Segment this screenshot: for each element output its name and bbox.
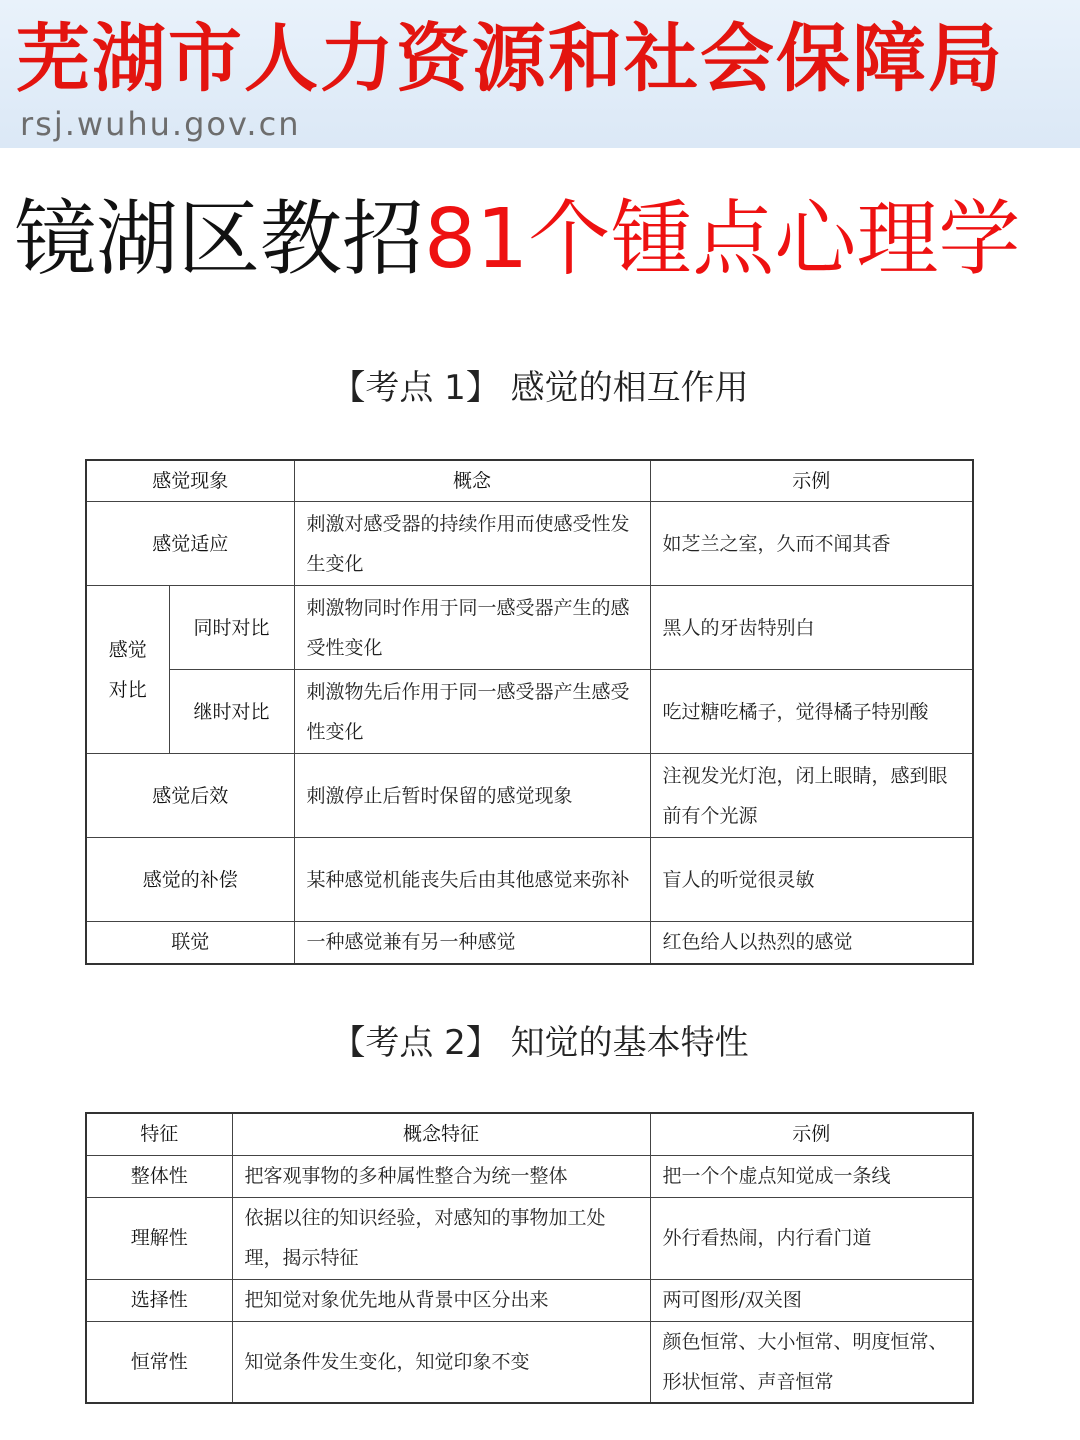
concept-cell: 把知觉对象优先地从背景中区分出来 xyxy=(232,1279,650,1321)
concept-cell: 依据以往的知识经验，对感知的事物加工处理，揭示特征 xyxy=(232,1197,650,1279)
table-row xyxy=(86,502,973,586)
table-row xyxy=(86,670,973,754)
example-cell: 黑人的牙齿特别白 xyxy=(650,586,973,670)
perception-table xyxy=(85,1112,974,1404)
header-cell: 示例 xyxy=(650,1113,973,1155)
example-cell: 把一个个虚点知觉成一条线 xyxy=(650,1155,973,1197)
title-red-part: 81个锺点心理学 xyxy=(424,192,1021,287)
table-row xyxy=(86,1321,973,1403)
example-cell: 两可图形/双关图 xyxy=(650,1279,973,1321)
org-name: 芜湖市人力资源和社会保障局 xyxy=(16,16,1004,102)
feature-cell: 整体性 xyxy=(86,1155,232,1197)
header-cell: 概念 xyxy=(294,460,650,502)
header-cell: 概念特征 xyxy=(232,1113,650,1155)
concept-cell: 知觉条件发生变化，知觉印象不变 xyxy=(232,1321,650,1403)
example-cell: 颜色恒常、大小恒常、明度恒常、形状恒常、声音恒常 xyxy=(650,1321,973,1403)
phenomenon-cell: 感觉后效 xyxy=(86,754,294,838)
table-row xyxy=(86,1279,973,1321)
table-row xyxy=(86,586,973,670)
feature-cell: 理解性 xyxy=(86,1197,232,1279)
table-row xyxy=(86,1197,973,1279)
table-row xyxy=(86,838,973,922)
header-cell: 感觉现象 xyxy=(86,460,294,502)
phenomenon-cell: 感觉适应 xyxy=(86,502,294,586)
org-url: rsj.wuhu.gov.cn xyxy=(20,105,301,143)
feature-cell: 选择性 xyxy=(86,1279,232,1321)
concept-cell: 一种感觉兼有另一种感觉 xyxy=(294,922,650,964)
concept-cell: 刺激物同时作用于同一感受器产生的感受性变化 xyxy=(294,586,650,670)
example-cell: 如芝兰之室，久而不闻其香 xyxy=(650,502,973,586)
section-2-title: 【考点 2】 知觉的基本特性 xyxy=(331,1023,749,1063)
concept-cell: 某种感觉机能丧失后由其他感觉来弥补 xyxy=(294,838,650,922)
phenomenon-cell: 继时对比 xyxy=(169,670,294,754)
table-row xyxy=(86,754,973,838)
sensation-table xyxy=(85,459,974,965)
group-cell: 感觉对比 xyxy=(86,586,169,754)
example-cell: 盲人的听觉很灵敏 xyxy=(650,838,973,922)
phenomenon-cell: 联觉 xyxy=(86,922,294,964)
feature-cell: 恒常性 xyxy=(86,1321,232,1403)
concept-cell: 刺激物先后作用于同一感受器产生感受性变化 xyxy=(294,670,650,754)
table-header-row xyxy=(86,460,973,502)
example-cell: 红色给人以热烈的感觉 xyxy=(650,922,973,964)
header-banner xyxy=(0,0,1080,148)
table-header-row xyxy=(86,1113,973,1155)
phenomenon-cell: 同时对比 xyxy=(169,586,294,670)
page-title xyxy=(14,190,1020,290)
section-1-title: 【考点 1】 感觉的相互作用 xyxy=(331,368,749,408)
header-cell: 特征 xyxy=(86,1113,232,1155)
header-cell: 示例 xyxy=(650,460,973,502)
table-row xyxy=(86,1155,973,1197)
concept-cell: 刺激停止后暂时保留的感觉现象 xyxy=(294,754,650,838)
concept-cell: 把客观事物的多种属性整合为统一整体 xyxy=(232,1155,650,1197)
example-cell: 吃过糖吃橘子，觉得橘子特别酸 xyxy=(650,670,973,754)
title-black-part: 镜湖区教招 xyxy=(14,192,425,287)
table-row xyxy=(86,922,973,964)
concept-cell: 刺激对感受器的持续作用而使感受性发生变化 xyxy=(294,502,650,586)
phenomenon-cell: 感觉的补偿 xyxy=(86,838,294,922)
example-cell: 外行看热闹，内行看门道 xyxy=(650,1197,973,1279)
example-cell: 注视发光灯泡，闭上眼睛，感到眼前有个光源 xyxy=(650,754,973,838)
